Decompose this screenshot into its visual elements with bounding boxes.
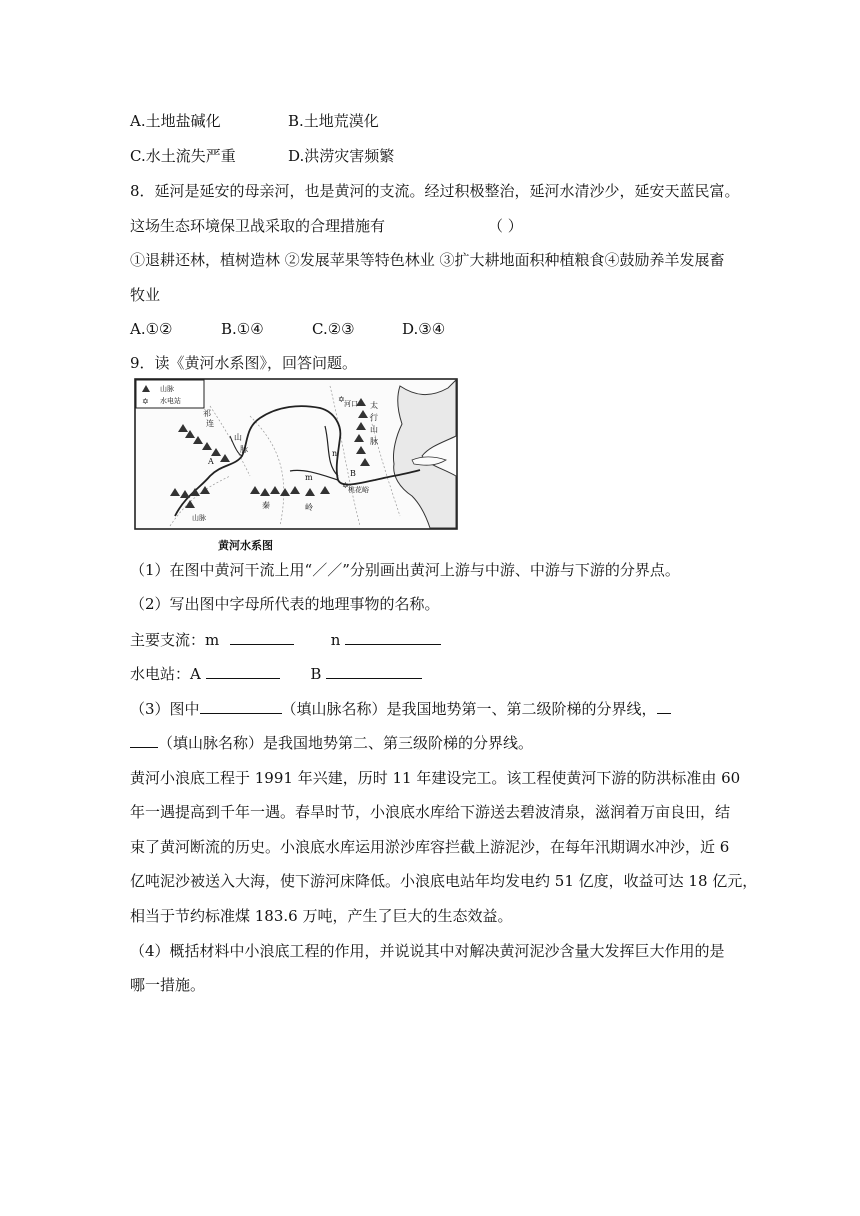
label-southwest-range: 山脉 bbox=[192, 514, 206, 522]
tributary-label: 主要支流：m bbox=[130, 631, 220, 649]
sub3-suffix: （填山脉名称）是我国地势第二、第三级阶梯的分界线。 bbox=[158, 734, 534, 752]
label-A: A bbox=[208, 457, 214, 466]
material-line: 相当于节约标准煤 183.6 万吨，产生了巨大的生态效益。 bbox=[130, 907, 513, 925]
station-label: 水电站：A bbox=[130, 665, 201, 683]
q8-stem-line2: 这场生态环境保卫战采取的合理措施有 bbox=[130, 217, 386, 235]
first-step-boundary-blank[interactable] bbox=[200, 699, 282, 714]
q9-sub4-line1: （4）概括材料中小浪底工程的作用，并说说其中对解决黄河泥沙含量大发挥巨大作用的是 bbox=[130, 942, 725, 960]
q9-sub3-line2 bbox=[130, 733, 533, 753]
label-hang: 行 bbox=[370, 413, 378, 422]
label-tai: 太 bbox=[370, 401, 378, 410]
q8-option-a: A.①② bbox=[130, 320, 173, 338]
q9-sub3-line1 bbox=[130, 699, 671, 719]
label-n: n bbox=[332, 449, 338, 458]
q9-sub4-line2: 哪一措施。 bbox=[130, 976, 206, 994]
label-shan: 山 bbox=[234, 433, 242, 442]
tributary-n-label: n bbox=[330, 631, 341, 649]
label-m: m bbox=[305, 473, 313, 482]
q8-measures-line2: 牧业 bbox=[130, 286, 161, 304]
q9-sub1: （1）在图中黄河干流上用“／／”分别画出黄河上游与中游、中游与下游的分界点。 bbox=[130, 561, 680, 579]
q8-option-d: D.③④ bbox=[402, 320, 446, 338]
q7-option-b: B.土地荒漠化 bbox=[288, 112, 379, 130]
legend-station-label: 水电站 bbox=[160, 397, 181, 405]
q7-option-d: D.洪涝灾害频繁 bbox=[288, 147, 395, 165]
label-B: B bbox=[350, 469, 356, 478]
legend-station-icon: ✡ bbox=[142, 397, 149, 406]
q9-stem: 9．读《黄河水系图》，回答问题。 bbox=[130, 354, 358, 372]
sub3-prefix: （3）图中 bbox=[130, 700, 200, 718]
q7-option-c: C.水土流失严重 bbox=[130, 147, 236, 165]
station-b-label: B bbox=[310, 665, 322, 683]
tributary-m-blank[interactable] bbox=[230, 630, 294, 645]
second-step-boundary-blank[interactable] bbox=[130, 733, 158, 748]
label-lian: 连 bbox=[206, 419, 214, 428]
map-caption: 黄河水系图 bbox=[218, 539, 273, 552]
legend-mountain-label: 山脉 bbox=[160, 385, 174, 393]
hekou-station-icon: ✡ bbox=[338, 395, 345, 404]
material-line: 亿吨泥沙被送入大海，使下游河床降低。小浪底电站年均发电约 51 亿度，收益可达 18 亿元， bbox=[130, 872, 758, 890]
q8-option-b: B.①④ bbox=[221, 320, 264, 338]
station-a-blank[interactable] bbox=[206, 664, 280, 679]
second-step-boundary-blank-start[interactable] bbox=[657, 699, 671, 714]
label-qin: 秦 bbox=[262, 501, 270, 510]
label-qi: 祁 bbox=[203, 409, 211, 418]
label-taohuayu: 桃花峪 bbox=[348, 486, 369, 494]
label-mai: 脉 bbox=[240, 445, 248, 454]
station-row bbox=[130, 664, 422, 684]
tributary-n-blank[interactable] bbox=[345, 630, 441, 645]
material-line: 年一遇提高到千年一遇。春旱时节，小浪底水库给下游送去碧波清泉，滋润着万亩良田，结 bbox=[130, 803, 731, 821]
yellow-river-map bbox=[130, 376, 460, 556]
label-ling: 岭 bbox=[305, 503, 313, 512]
label-hekou: 河口 bbox=[344, 400, 358, 408]
q8-answer-paren: （ ） bbox=[488, 217, 523, 235]
q8-stem-line1: 8．延河是延安的母亲河，也是黄河的支流。经过积极整治，延河水清沙少，延安天蓝民富。 bbox=[130, 182, 740, 200]
q8-measures-line1: ①退耕还林，植树造林 ②发展苹果等特色林业 ③扩大耕地面积种植粮食④鼓励养羊发展畜 bbox=[130, 251, 725, 269]
q8-option-c: C.②③ bbox=[312, 320, 355, 338]
material-line: 束了黄河断流的历史。小浪底水库运用淤沙库容拦截上游泥沙，在每年汛期调水冲沙，近 6 bbox=[130, 838, 730, 856]
label-mai2: 脉 bbox=[370, 437, 378, 446]
sub3-middle: （填山脉名称）是我国地势第一、第二级阶梯的分界线， bbox=[281, 700, 657, 718]
q7-option-a: A.土地盐碱化 bbox=[130, 112, 221, 130]
tributary-row bbox=[130, 630, 441, 650]
label-shan2: 山 bbox=[370, 425, 378, 434]
material-line: 黄河小浪底工程于 1991 年兴建，历时 11 年建设完工。该工程使黄河下游的防洪标准由 60 bbox=[130, 769, 741, 787]
q9-sub2: （2）写出图中字母所代表的地理事物的名称。 bbox=[130, 595, 440, 613]
taohuayu-station-icon: ✡ bbox=[342, 481, 349, 490]
station-b-blank[interactable] bbox=[326, 664, 422, 679]
